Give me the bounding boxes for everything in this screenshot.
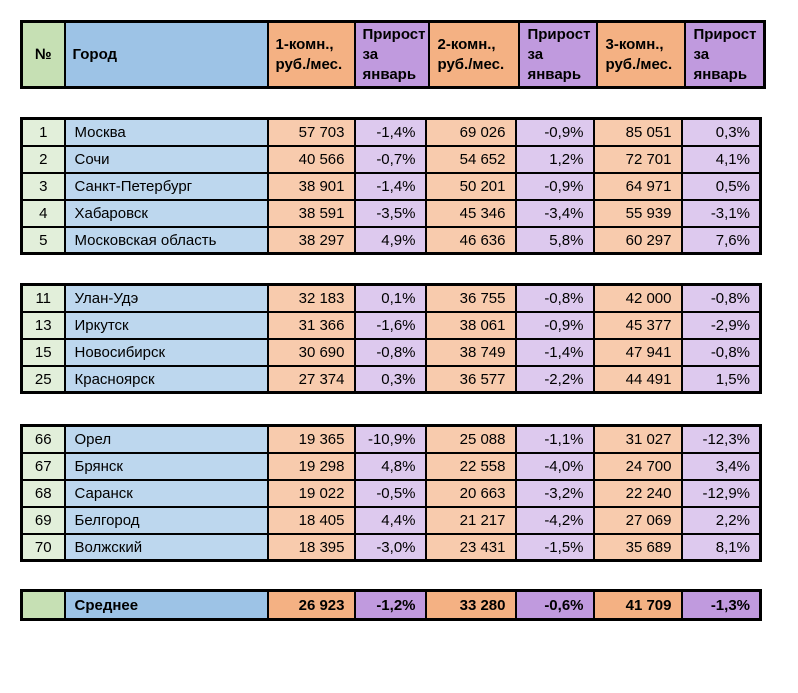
rank-cell[interactable]: 1	[22, 119, 65, 146]
rank-cell[interactable]: 69	[22, 507, 65, 534]
1room-price-cell[interactable]: 32 183	[268, 285, 355, 312]
city-cell[interactable]: Москва	[65, 119, 268, 146]
1room-growth-cell[interactable]: -0,8%	[355, 339, 426, 366]
rank-cell[interactable]: 70	[22, 534, 65, 561]
2room-price-cell[interactable]: 38 749	[426, 339, 516, 366]
1room-price-cell[interactable]: 38 901	[268, 173, 355, 200]
table-row	[22, 285, 761, 312]
rank-cell[interactable]: 13	[22, 312, 65, 339]
1room-growth-cell[interactable]: 4,9%	[355, 227, 426, 254]
2room-price-cell[interactable]: 36 755	[426, 285, 516, 312]
city-cell[interactable]: Хабаровск	[65, 200, 268, 227]
3room-price-cell[interactable]: 35 689	[594, 534, 682, 561]
city-cell[interactable]: Московская область	[65, 227, 268, 254]
table-row	[22, 200, 761, 227]
2room-price-cell[interactable]: 50 201	[426, 173, 516, 200]
summary-1room-growth-cell[interactable]: -1,2%	[355, 591, 426, 620]
1room-growth-cell[interactable]: -1,4%	[355, 173, 426, 200]
1room-growth-cell[interactable]: -3,0%	[355, 534, 426, 561]
1room-price-cell[interactable]: 30 690	[268, 339, 355, 366]
3room-price-cell[interactable]: 47 941	[594, 339, 682, 366]
summary-rank-cell[interactable]	[22, 591, 65, 620]
2room-price-cell[interactable]: 54 652	[426, 146, 516, 173]
3room-growth-cell[interactable]: 2,2%	[682, 507, 761, 534]
1room-price-cell[interactable]: 18 395	[268, 534, 355, 561]
2room-growth-cell[interactable]: -0,9%	[516, 119, 594, 146]
3room-growth-cell[interactable]: 1,5%	[682, 366, 761, 393]
3room-growth-cell[interactable]: -12,9%	[682, 480, 761, 507]
2room-price-cell[interactable]: 21 217	[426, 507, 516, 534]
table-row	[22, 312, 761, 339]
3room-price-cell[interactable]: 72 701	[594, 146, 682, 173]
2room-price-cell[interactable]: 69 026	[426, 119, 516, 146]
2room-price-cell[interactable]: 23 431	[426, 534, 516, 561]
table-row	[22, 173, 761, 200]
table-section-bottom-ranks	[20, 424, 762, 562]
1room-growth-cell[interactable]: 4,4%	[355, 507, 426, 534]
3room-price-cell[interactable]: 85 051	[594, 119, 682, 146]
table-section-top-ranks	[20, 117, 762, 255]
2room-growth-cell[interactable]: -0,9%	[516, 173, 594, 200]
table-row	[22, 480, 761, 507]
3room-growth-cell[interactable]: 0,3%	[682, 119, 761, 146]
1room-price-cell[interactable]: 19 022	[268, 480, 355, 507]
summary-3room-price-cell[interactable]: 41 709	[594, 591, 682, 620]
city-cell[interactable]: Иркутск	[65, 312, 268, 339]
3room-price-cell[interactable]: 24 700	[594, 453, 682, 480]
3room-growth-cell[interactable]: -2,9%	[682, 312, 761, 339]
city-cell[interactable]: Красноярск	[65, 366, 268, 393]
2room-growth-cell[interactable]: -1,5%	[516, 534, 594, 561]
summary-table	[20, 589, 762, 621]
3room-price-cell[interactable]: 31 027	[594, 426, 682, 453]
1room-growth-cell[interactable]: 0,1%	[355, 285, 426, 312]
table-row	[22, 534, 761, 561]
3room-price-cell[interactable]: 42 000	[594, 285, 682, 312]
col-header-2room-growth[interactable]: Прирост за январь	[519, 22, 597, 88]
rank-cell[interactable]: 5	[22, 227, 65, 254]
city-cell[interactable]: Белгород	[65, 507, 268, 534]
table-row	[22, 146, 761, 173]
city-cell[interactable]: Улан-Удэ	[65, 285, 268, 312]
table-row	[22, 366, 761, 393]
1room-price-cell[interactable]: 19 365	[268, 426, 355, 453]
1room-price-cell[interactable]: 38 591	[268, 200, 355, 227]
2room-price-cell[interactable]: 25 088	[426, 426, 516, 453]
table-row	[22, 227, 761, 254]
1room-growth-cell[interactable]: 0,3%	[355, 366, 426, 393]
1room-price-cell[interactable]: 19 298	[268, 453, 355, 480]
table-row	[22, 119, 761, 146]
3room-price-cell[interactable]: 60 297	[594, 227, 682, 254]
2room-growth-cell[interactable]: -0,9%	[516, 312, 594, 339]
1room-growth-cell[interactable]: -3,5%	[355, 200, 426, 227]
3room-price-cell[interactable]: 27 069	[594, 507, 682, 534]
summary-row	[22, 591, 761, 620]
rank-cell[interactable]: 67	[22, 453, 65, 480]
3room-price-cell[interactable]: 44 491	[594, 366, 682, 393]
3room-growth-cell[interactable]: -0,8%	[682, 285, 761, 312]
city-cell[interactable]: Санкт-Петербург	[65, 173, 268, 200]
1room-price-cell[interactable]: 18 405	[268, 507, 355, 534]
2room-growth-cell[interactable]: 5,8%	[516, 227, 594, 254]
table-row	[22, 426, 761, 453]
rank-cell[interactable]: 66	[22, 426, 65, 453]
city-cell[interactable]: Саранск	[65, 480, 268, 507]
city-cell[interactable]: Новосибирск	[65, 339, 268, 366]
1room-price-cell[interactable]: 38 297	[268, 227, 355, 254]
col-header-2room-price[interactable]: 2-комн., руб./мес.	[429, 22, 519, 88]
rank-cell[interactable]: 2	[22, 146, 65, 173]
summary-2room-price-cell[interactable]: 33 280	[426, 591, 516, 620]
1room-growth-cell[interactable]: 4,8%	[355, 453, 426, 480]
header-table	[20, 20, 766, 89]
3room-growth-cell[interactable]: 7,6%	[682, 227, 761, 254]
1room-growth-cell[interactable]: -0,7%	[355, 146, 426, 173]
summary-3room-growth-cell[interactable]: -1,3%	[682, 591, 761, 620]
summary-1room-price-cell[interactable]: 26 923	[268, 591, 355, 620]
rank-cell[interactable]: 15	[22, 339, 65, 366]
1room-growth-cell[interactable]: -0,5%	[355, 480, 426, 507]
1room-growth-cell[interactable]: -1,4%	[355, 119, 426, 146]
header-row	[22, 22, 765, 88]
city-cell[interactable]: Орел	[65, 426, 268, 453]
rank-cell[interactable]: 4	[22, 200, 65, 227]
2room-growth-cell[interactable]: -1,1%	[516, 426, 594, 453]
col-header-1room-price[interactable]: 1-комн., руб./мес.	[268, 22, 355, 88]
1room-price-cell[interactable]: 40 566	[268, 146, 355, 173]
3room-growth-cell[interactable]: 3,4%	[682, 453, 761, 480]
rank-cell[interactable]: 3	[22, 173, 65, 200]
2room-price-cell[interactable]: 36 577	[426, 366, 516, 393]
1room-growth-cell[interactable]: -10,9%	[355, 426, 426, 453]
city-cell[interactable]: Брянск	[65, 453, 268, 480]
2room-price-cell[interactable]: 22 558	[426, 453, 516, 480]
2room-growth-cell[interactable]: -3,4%	[516, 200, 594, 227]
1room-price-cell[interactable]: 57 703	[268, 119, 355, 146]
2room-growth-cell[interactable]: -1,4%	[516, 339, 594, 366]
3room-growth-cell[interactable]: 0,5%	[682, 173, 761, 200]
3room-growth-cell[interactable]: -3,1%	[682, 200, 761, 227]
3room-growth-cell[interactable]: -12,3%	[682, 426, 761, 453]
summary-2room-growth-cell[interactable]: -0,6%	[516, 591, 594, 620]
2room-price-cell[interactable]: 46 636	[426, 227, 516, 254]
2room-growth-cell[interactable]: -4,0%	[516, 453, 594, 480]
summary-label-cell[interactable]: Среднее	[65, 591, 268, 620]
2room-price-cell[interactable]: 20 663	[426, 480, 516, 507]
city-cell[interactable]: Сочи	[65, 146, 268, 173]
city-cell[interactable]: Волжский	[65, 534, 268, 561]
table-row	[22, 453, 761, 480]
2room-growth-cell[interactable]: -3,2%	[516, 480, 594, 507]
col-header-1room-growth[interactable]: Прирост за январь	[355, 22, 430, 88]
1room-price-cell[interactable]: 27 374	[268, 366, 355, 393]
3room-price-cell[interactable]: 64 971	[594, 173, 682, 200]
2room-growth-cell[interactable]: -0,8%	[516, 285, 594, 312]
3room-growth-cell[interactable]: 4,1%	[682, 146, 761, 173]
1room-price-cell[interactable]: 31 366	[268, 312, 355, 339]
col-header-city[interactable]: Город	[65, 22, 268, 88]
rank-cell[interactable]: 25	[22, 366, 65, 393]
2room-growth-cell[interactable]: -4,2%	[516, 507, 594, 534]
2room-price-cell[interactable]: 38 061	[426, 312, 516, 339]
table-row	[22, 507, 761, 534]
3room-growth-cell[interactable]: -0,8%	[682, 339, 761, 366]
2room-growth-cell[interactable]: 1,2%	[516, 146, 594, 173]
3room-price-cell[interactable]: 55 939	[594, 200, 682, 227]
col-header-3room-price[interactable]: 3-комн., руб./мес.	[597, 22, 685, 88]
rank-cell[interactable]: 11	[22, 285, 65, 312]
3room-growth-cell[interactable]: 8,1%	[682, 534, 761, 561]
3room-price-cell[interactable]: 22 240	[594, 480, 682, 507]
table-section-mid-ranks	[20, 283, 762, 394]
rank-cell[interactable]: 68	[22, 480, 65, 507]
3room-price-cell[interactable]: 45 377	[594, 312, 682, 339]
2room-price-cell[interactable]: 45 346	[426, 200, 516, 227]
col-header-rank[interactable]: №	[22, 22, 65, 88]
table-row	[22, 339, 761, 366]
2room-growth-cell[interactable]: -2,2%	[516, 366, 594, 393]
col-header-3room-growth[interactable]: Прирост за январь	[685, 22, 764, 88]
1room-growth-cell[interactable]: -1,6%	[355, 312, 426, 339]
